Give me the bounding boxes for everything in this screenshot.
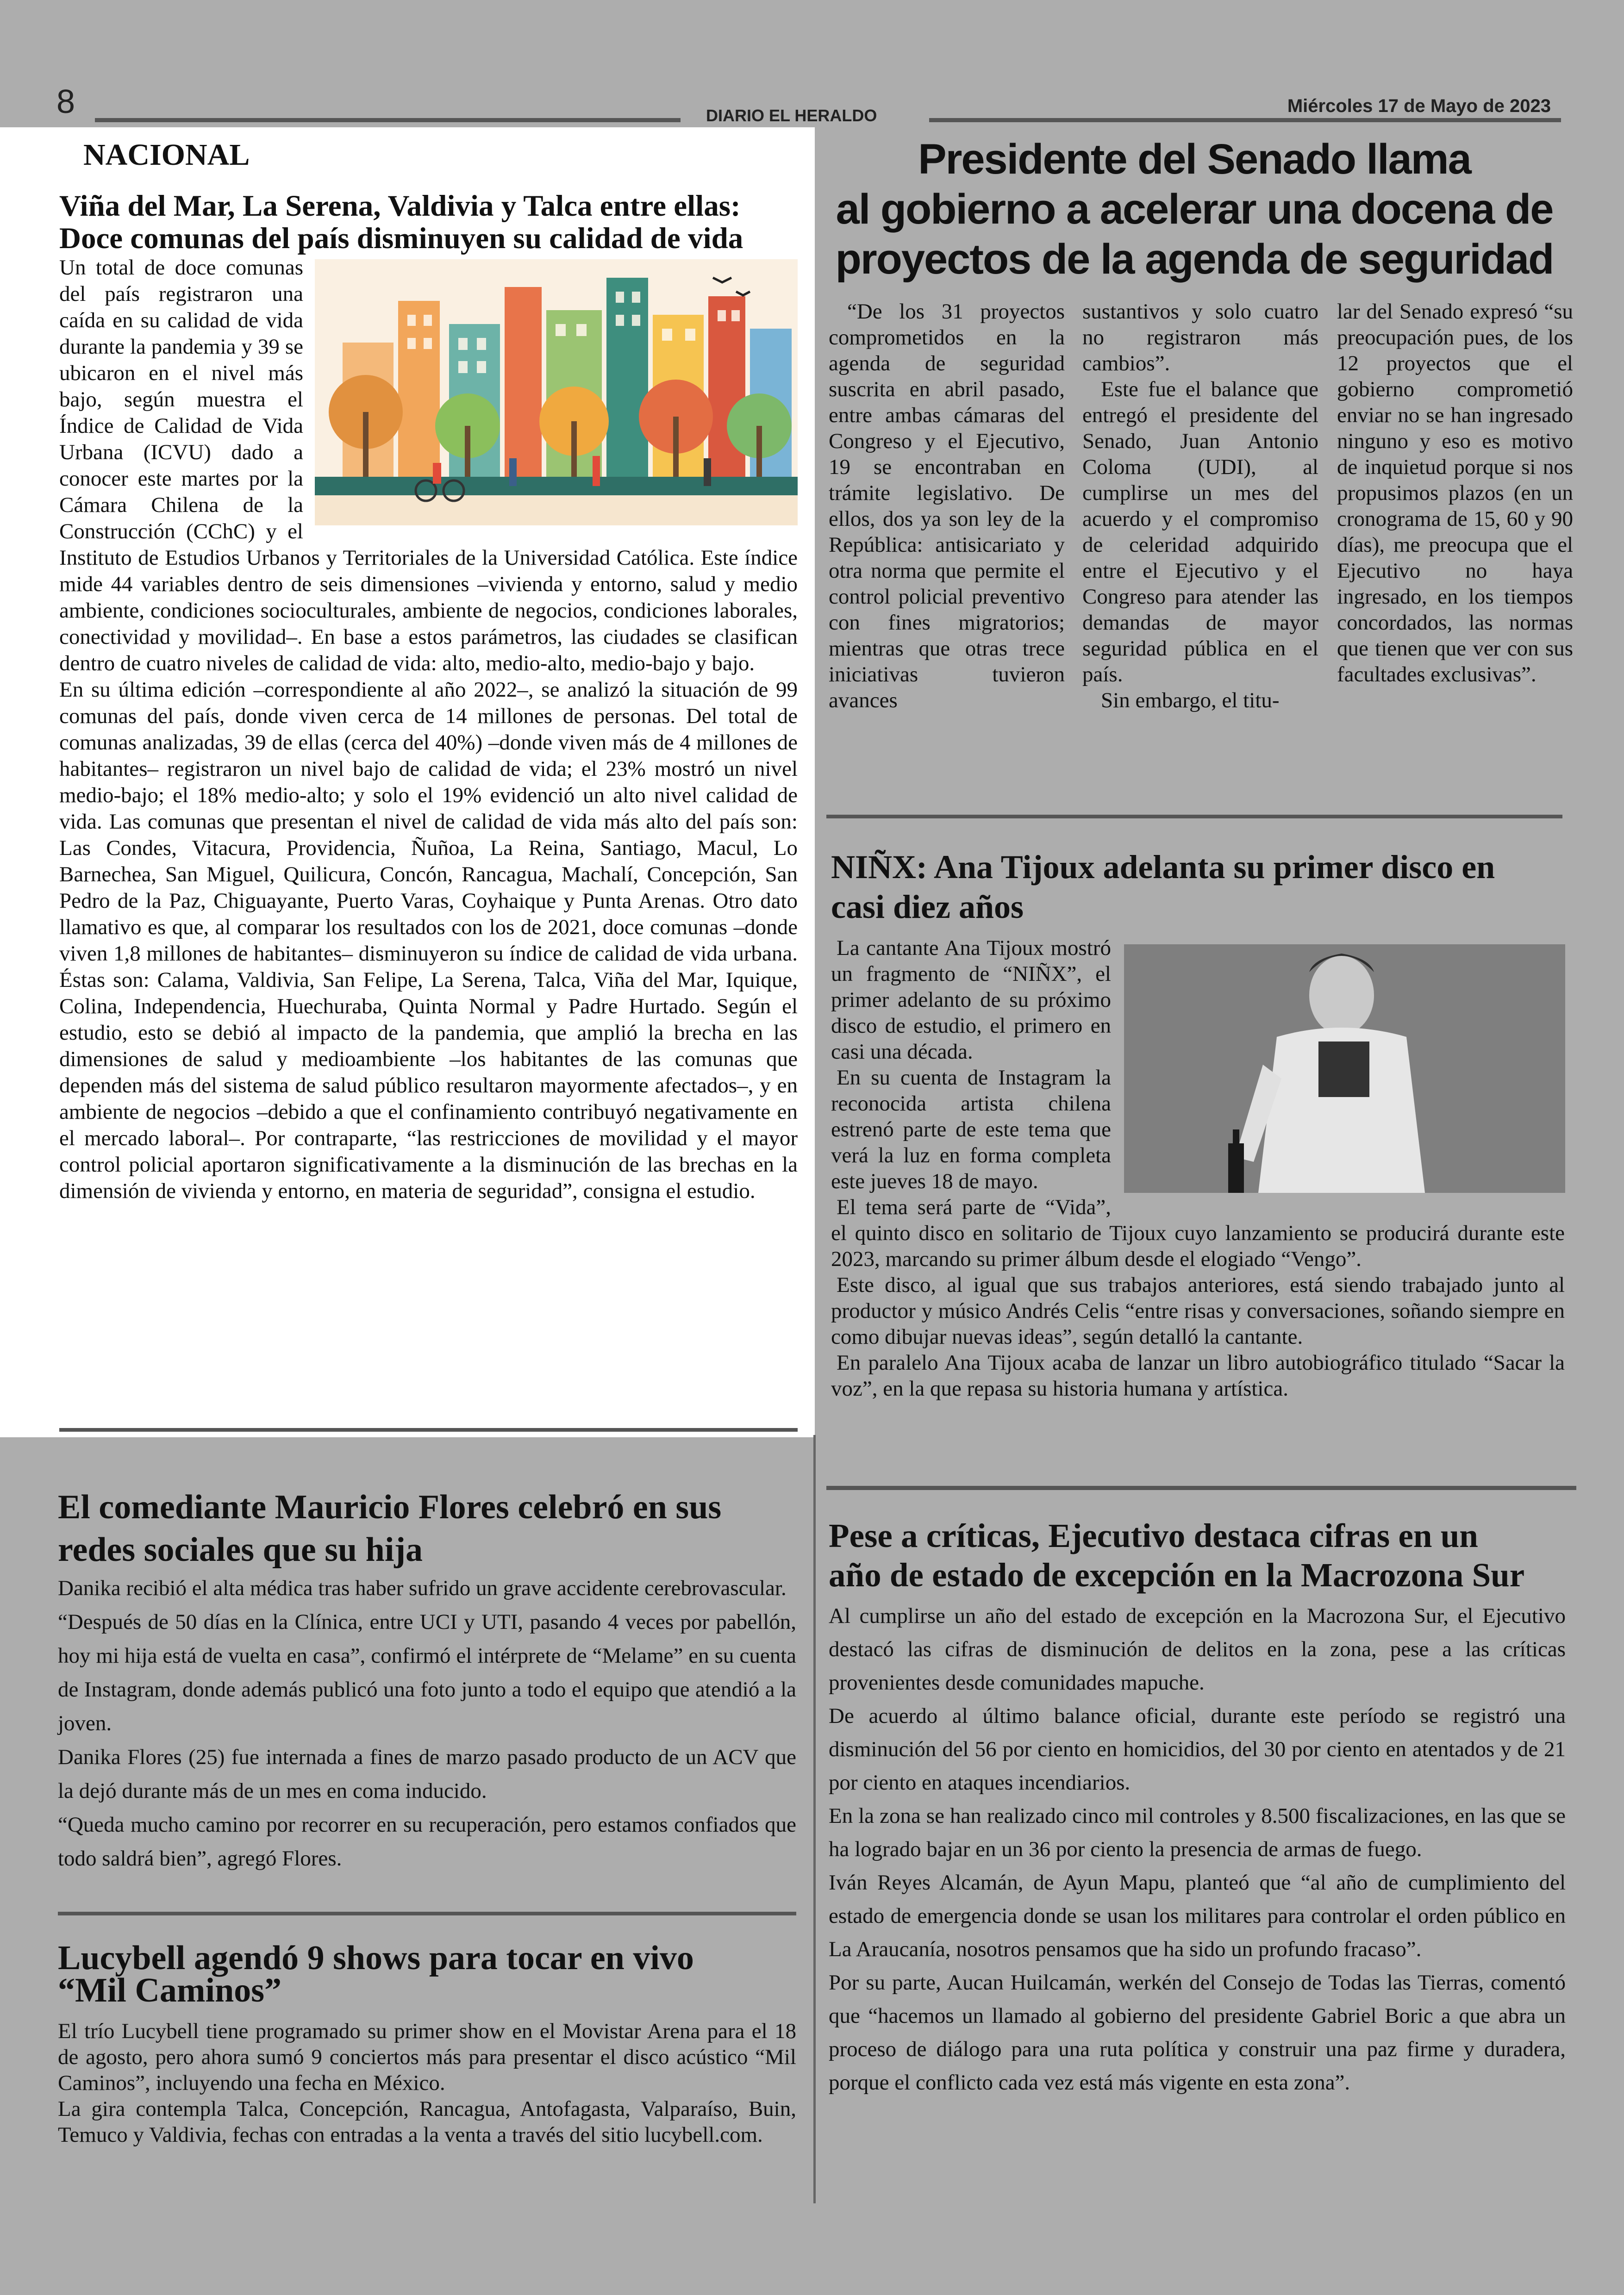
macrozona-headline <box>829 1516 1565 1595</box>
flores-paragraph-3: Danika Flores (25) fue internada a fines de marzo pasado producto de un ACV que la dejó durante más de un mes en coma inducido. <box>58 1745 796 1803</box>
city-illustration-svg <box>315 259 798 525</box>
tijoux-headline-line2: casi diez años <box>831 888 1024 925</box>
issue-date: Miércoles 17 de Mayo de 2023 <box>1287 96 1551 116</box>
page-number: 8 <box>56 83 75 120</box>
senado-col2-text-c: Sin embargo, el titu- <box>1101 688 1280 712</box>
tijoux-paragraph-3: El tema será parte de “Vida”, el quinto disco en solitario de Tijoux cuyo lanzamiento se producirá durante este 2023, marcando su primer álbum desde el elogiado “Vengo”. <box>831 1195 1565 1271</box>
macrozona-paragraph-1: Al cumplirse un año del estado de excepción en la Macrozona Sur, el Ejecutivo destacó las cifras de disminución de delitos en la zona, pese a las críticas provenientes desde comunidades mapuche. <box>829 1604 1566 1695</box>
nacional-headline-line2: Doce comunas del país disminuyen su calidad de vida <box>59 222 743 255</box>
flores-body <box>58 1572 796 1876</box>
nacional-paragraph-1: Un total de doce comunas del país registraron una caída en su calidad de vida durante la pandemia y 39 se ubicaron en el nivel más bajo, según muestra el Índice de Calidad de Vida Urbana (ICVU) dado a conocer este martes por la Cámara Chilena de la Construcción (CChC) y el Instituto de Estudios Urbanos y Territoriales de la Universidad Católica. Este índice mide 44 variables dentro de seis dimensiones –vivienda y entorno, salud y medio ambiente, condiciones socioculturales, ambiente de negocios, condiciones laborales, conectividad y movilidad–. En base a estos parámetros, las ciudades se clasifican dentro de cuatro niveles de calidad de vida: alto, medio-alto, medio-bajo y bajo. <box>59 256 798 675</box>
lucybell-paragraph-1: El trío Lucybell tiene programado su primer show en el Movistar Arena para el 18 de agosto, pero ahora sumó 9 conciertos más para presentar el disco acústico “Mil Caminos”, incluyendo una fecha en México. <box>58 2019 796 2095</box>
senado-column-1 <box>829 299 1065 713</box>
section-label: NACIONAL <box>83 138 250 172</box>
senado-col3-text: lar del Senado expresó “su preocupación pues, de los 12 proyectos que el gobierno comprometió enviar no se han ingresado ninguno y eso es motivo de inquietud porque si nos propusimos plazos (en un cronograma de 15, 60 y 90 días), me preocupa que el Ejecutivo no haya ingresado, en los tiempos concordados, las normas que tienen que ver con sus facultades exclusivas”. <box>1337 299 1573 686</box>
tijoux-photo-spacer <box>1111 935 1565 1199</box>
nacional-paragraph-2: En su última edición –correspondiente al año 2022–, se analizó la situación de 99 comunas del país, donde viven cerca de 14 millones de personas. Del total de comunas analizadas, 39 de ellas (cerca del 40%) –donde viven más de 4 millones de habitantes– registraron un nivel bajo de calidad de vida; el 23% mostró un nivel medio-bajo; el 18% medio-alto; y solo el 19% evidenció un alto nivel calidad de vida. Las comunas que presentan el nivel de calidad de vida más alto del país son: Las Condes, Vitacura, Providencia, Ñuñoa, La Reina, Santiago, Macul, Lo Barnechea, San Miguel, Quilicura, Concón, Rancagua, Machalí, Concepción, San Pedro de la Paz, Chiguayante, Puerto Varas, Coyhaique y Punta Arenas. Otro dato llamativo es que, al comparar los resultados con los de 2021, doce comunas –donde viven 1,8 millones de habitantes– disminuyeron su índice de calidad de vida urbana. Éstas son: Calama, Valdivia, San Felipe, La Serena, Talca, Viña del Mar, Iquique, Colina, Independencia, Huechuraba, Quinta Normal y Padre Hurtado. Según el estudio, esto se debió al impacto de la pandemia, que amplió la brecha en las dimensiones de salud y medioambiente –los habitantes de las comunas que dependen más del sistema de salud público resultaron mayormente afectados–, y en ambiente de negocios –debido a que el confinamiento contribuyó negativamente en el mercado laboral–. Por contraparte, “las restricciones de movilidad y el mayor control policial aportaron significativamente a la disminución de las brechas en la dimensión de vivienda y entorno, en materia de seguridad”, consigna el estudio. <box>59 678 798 1203</box>
tijoux-bottom-rule <box>826 1486 1576 1490</box>
flores-headline-line2: redes sociales que su hija <box>58 1531 423 1569</box>
senado-headline <box>826 134 1562 284</box>
lucybell-paragraph-2: La gira contempla Talca, Concepción, Rancagua, Antofagasta, Valparaíso, Buin, Temuco y Valdivia, fechas con entradas a la venta a través del sitio lucybell.com. <box>58 2097 796 2147</box>
nacional-bottom-rule <box>59 1428 798 1432</box>
publication-name: DIARIO EL HERALDO <box>706 106 877 125</box>
senado-column-3 <box>1337 299 1573 687</box>
macrozona-paragraph-5: Por su parte, Aucan Huilcamán, werkén del Consejo de Todas las Tierras, comentó que “hacemos un llamado al gobierno del presidente Gabriel Boric a que abra un proceso de diálogo para una ruta política y construir una paz firme y duradera, porque el conflicto cada vez está más vigente en esta zona”. <box>829 1971 1566 2095</box>
senado-headline-line1: Presidente del Senado llama <box>918 136 1471 183</box>
senado-col1-text: “De los 31 proyectos comprometidos en la agenda de seguridad suscrita en abril pasado, entre ambas cámaras del Congreso y el Ejecutivo, 19 se encontraban en trámite legislativo. De ellos, dos ya son ley de la República: antisicariato y otra norma que permite el control policial preventivo con fines migratorios; mientras que otras trece iniciativas tuvieron avances <box>829 299 1065 712</box>
senado-headline-line3: proyectos de la agenda de seguridad <box>835 236 1554 283</box>
senado-col2-text-b: Este fue el balance que entregó el presidente del Senado, Juan Antonio Coloma (UDI), al cumplirse un mes del acuerdo y el compromiso de celeridad adquirido entre el Ejecutivo y el Congreso para atender las demandas de mayor seguridad pública en el país. <box>1082 377 1318 686</box>
macrozona-body <box>829 1599 1566 2099</box>
lucybell-body <box>58 2018 796 2148</box>
header-rule-right <box>929 118 1561 122</box>
macrozona-paragraph-3: En la zona se han realizado cinco mil controles y 8.500 fiscalizaciones, en las que se ha logrado bajar en un 36 por ciento la presencia de armas de fuego. <box>829 1804 1566 1861</box>
senado-bottom-rule <box>826 815 1562 818</box>
macrozona-headline-line1: Pese a críticas, Ejecutivo destaca cifras en un <box>829 1517 1478 1554</box>
flores-paragraph-2: “Después de 50 días en la Clínica, entre UCI y UTI, pasando 4 veces por pabellón, hoy mi hija está de vuelta en casa”, confirmó el intérprete de “Melame” en su cuenta de Instagram, donde además publicó una foto junto a todo el equipo que atendió a la joven. <box>58 1610 796 1735</box>
nacional-article <box>0 127 815 1437</box>
header-rule-left <box>95 118 681 122</box>
senado-headline-line2: al gobierno a acelerar una docena de <box>836 186 1553 233</box>
flores-paragraph-1: Danika recibió el alta médica tras haber sufrido un grave accidente cerebrovascular. <box>58 1576 787 1600</box>
flores-paragraph-4: “Queda mucho camino por recorrer en su recuperación, pero estamos confiados que todo saldrá bien”, agregó Flores. <box>58 1813 796 1871</box>
nacional-body <box>59 255 798 1204</box>
macrozona-paragraph-2: De acuerdo al último balance oficial, durante este período se registró una disminución del 56 por ciento en homicidios, del 30 por ciento en atentados y de 21 por ciento en ataques incendiarios. <box>829 1704 1566 1795</box>
tijoux-body <box>831 935 1565 1402</box>
tijoux-paragraph-4: Este disco, al igual que sus trabajos anteriores, está siendo trabajado junto al productor y músico Andrés Celis “entre risas y conversaciones, soñando siempre en como dibujar nuevas ideas”, según detalló la cantante. <box>831 1273 1565 1349</box>
tijoux-paragraph-1: La cantante Ana Tijoux mostró un fragmento de “NIÑX”, el primer adelanto de su próximo disco de estudio, el primero en casi una década. <box>831 936 1111 1064</box>
flores-bottom-rule <box>58 1912 796 1915</box>
column-divider <box>813 1435 816 2203</box>
tijoux-headline-line1: NIÑX: Ana Tijoux adelanta su primer disco en <box>831 848 1495 886</box>
flores-headline <box>58 1486 799 1571</box>
tijoux-headline <box>831 847 1562 927</box>
macrozona-headline-line2: año de estado de excepción en la Macrozona Sur <box>829 1556 1525 1594</box>
tijoux-paragraph-2: En su cuenta de Instagram la reconocida artista chilena estrenó parte de este tema que verá la luz en forma completa este jueves 18 de mayo. <box>831 1066 1111 1193</box>
senado-column-2 <box>1082 299 1318 713</box>
nacional-headline-line1: Viña del Mar, La Serena, Valdivia y Talca entre ellas: <box>59 189 741 223</box>
macrozona-paragraph-4: Iván Reyes Alcamán, de Ayun Mapu, planteó que “al año de cumplimiento del estado de emergencia donde se usan los militares para controlar el orden público en La Araucanía, nosotros pensamos que ha sido un profundo fracaso”. <box>829 1871 1566 1961</box>
lucybell-headline <box>58 1939 799 2009</box>
lucybell-headline-line1: Lucybell agendó 9 shows para tocar en vivo <box>58 1939 694 1977</box>
senado-col2-text-a: sustantivos y solo cuatro no registraron más cambios”. <box>1082 299 1318 375</box>
tijoux-paragraph-5: En paralelo Ana Tijoux acaba de lanzar un libro autobiográfico titulado “Sacar la voz”, en la que repasa su historia humana y artística. <box>831 1351 1565 1401</box>
flores-headline-line1: El comediante Mauricio Flores celebró en sus <box>58 1488 722 1526</box>
nacional-headline <box>59 190 802 255</box>
lucybell-headline-line2: “Mil Caminos” <box>58 1971 282 2009</box>
city-illustration <box>315 259 798 525</box>
